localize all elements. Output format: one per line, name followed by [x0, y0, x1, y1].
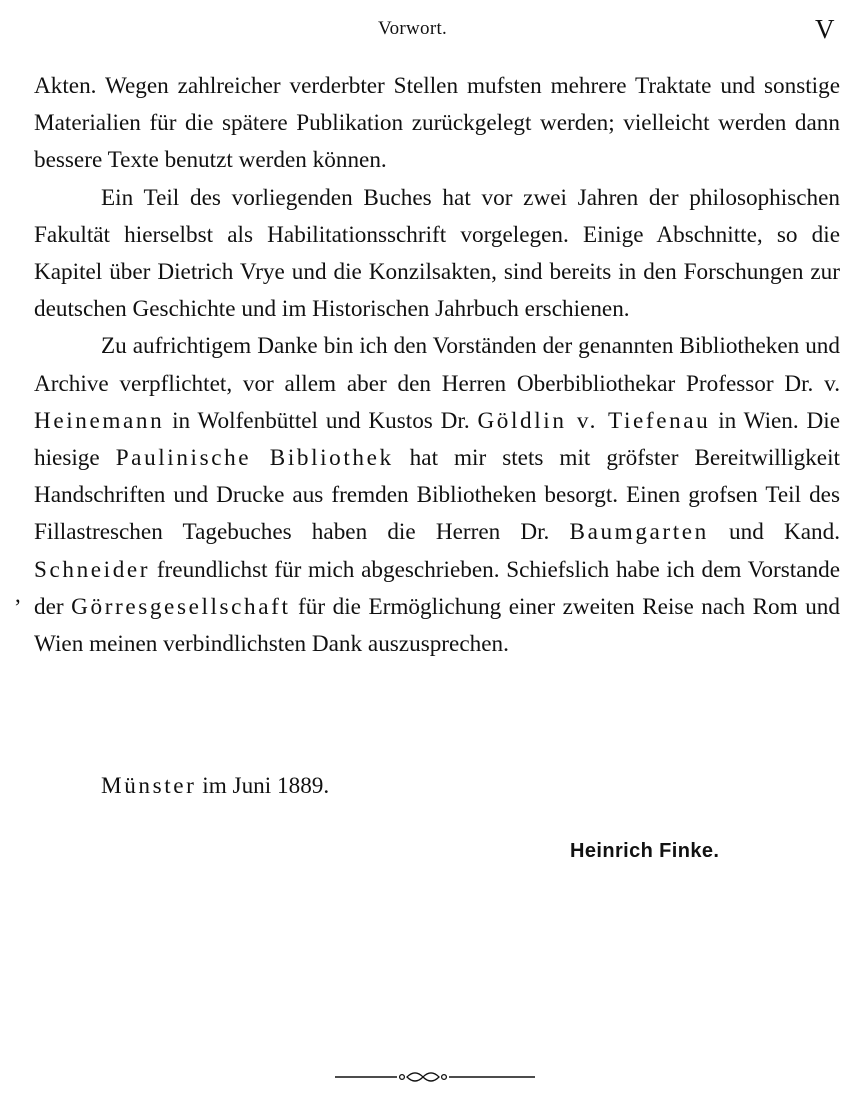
paragraph-habilitation: Ein Teil des vorliegenden Buches hat vor zwei Jahren der philosophischen Fakultät hierselbst als Habilitationsschrift vorgelegen. Einige Abschnitte, so die Kapitel über Dietrich Vrye und die Konzilsakten, sind bereits in den Forschungen zur deutschen Geschichte und im Historischen Jahrbuch erschienen. — [34, 184, 840, 323]
name-goeldlin: Göldlin v. Tiefenau — [477, 407, 711, 434]
text-segment: Zu aufrichtigem Danke bin ich den Vorständen der genannten Bibliotheken und Archive verpflichtet, vor allem aber den Herren Oberbibliothekar Professor Dr. v. — [34, 333, 840, 397]
name-baumgarten: Baumgarten — [569, 519, 709, 546]
ornament-leaf-right — [423, 1073, 439, 1081]
page-number: V — [815, 14, 835, 44]
ornament-divider — [335, 1067, 535, 1087]
paragraph-acknowledgements — [34, 328, 840, 663]
name-paulinische-bibliothek: Paulinische Bibliothek — [115, 445, 394, 472]
running-head — [0, 14, 852, 44]
place-date-line — [101, 773, 329, 800]
text-segment: für die Ermöglichung einer zweiten Reise nach Rom und Wien meinen verbindlichsten Dank auszusprechen. — [34, 593, 840, 658]
place-name: Münster — [101, 773, 197, 799]
ornament-leaf-left — [407, 1073, 423, 1081]
text-segment: freundlichst für mich abgeschrieben. Schiefslich habe ich dem Vorstande der — [34, 556, 840, 620]
name-schneider: Schneider — [34, 556, 151, 583]
text-segment: in Wien. Die hiesige — [34, 407, 840, 472]
margin-mark: , — [15, 582, 21, 607]
ornament-dot-left — [400, 1075, 405, 1080]
text-segment: hat mir stets mit gröfster Bereitwilligkeit Handschriften und Drucke aus fremden Bibliotheken besorgt. Einen grofsen Teil des Fillastreschen Tagebuches haben die Herren Dr. — [34, 445, 840, 546]
paragraph-continuation: Akten. Wegen zahlreicher verderbter Stellen mufsten mehrere Traktate und sonstige Materialien für die spätere Publikation zurückgelegt werden; vielleicht werden dann bessere Texte benutzt werden können. — [34, 73, 840, 174]
text-segment: in Wolfenbüttel und Kustos Dr. — [164, 407, 478, 434]
text-segment: und Kand. — [708, 519, 840, 546]
date-text: im Juni 1889. — [202, 773, 330, 799]
name-goerresgesellschaft: Görresgesellschaft — [71, 593, 291, 620]
body-text — [34, 68, 840, 663]
chapter-heading: Vorwort. — [378, 18, 448, 39]
author-signature: Heinrich Finke. — [570, 840, 720, 862]
ornament-dot-right — [442, 1075, 447, 1080]
name-heinemann: Heinemann — [34, 407, 165, 434]
